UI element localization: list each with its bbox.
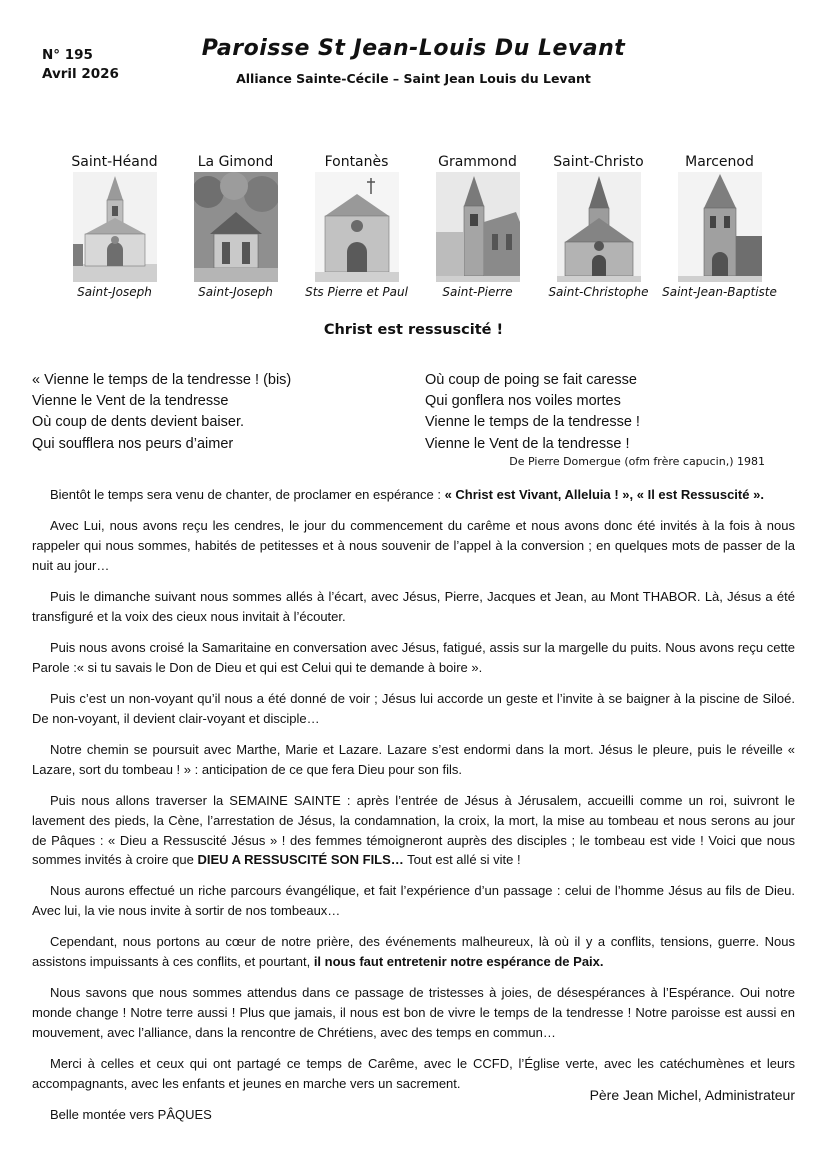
paragraph: Bientôt le temps sera venu de chanter, de proclamer en espérance : « Christ est Vivant, Alleluia ! », « Il est Ressuscité ». [50,487,764,502]
church-photo [436,172,520,282]
poem-right-column [425,370,640,455]
church-photo [194,172,278,282]
church-dedication: Saint-Pierre [442,285,513,299]
church-dedication: Saint-Jean-Baptiste [662,285,777,299]
poem-credit: De Pierre Domergue (ofm frère capucin,) 1981 [509,455,765,468]
church-place: Grammond [438,154,517,170]
church-card [296,152,417,299]
page-subtitle: Alliance Sainte-Cécile – Saint Jean Louis du Levant [236,71,591,86]
paragraph: Notre chemin se poursuit avec Marthe, Marie et Lazare. Lazare s’est endormi dans la mort. Jésus le pleure, puis le réveille « Lazare, sort du tombeau ! » : anticipation de ce que fera Dieu pour son fils. [32,741,795,777]
poem-line: Vienne le Vent de la tendresse ! [425,435,630,452]
church-place: Saint-Héand [71,154,158,170]
church-card [417,152,538,299]
church-dedication: Saint-Joseph [77,285,152,299]
church-card [659,152,780,299]
paragraph: Cependant, nous portons au cœur de notre prière, des événements malheureux, là où il y a conflits, tensions, guerre. Nous assistons impuissants à ces conflits, et pourtant, il nous faut entretenir notre espérance de Paix. [32,934,795,970]
church-card [54,152,175,299]
paragraph: Belle montée vers PÂQUES [50,1107,212,1123]
paragraph: Nous aurons effectué un riche parcours évangélique, et fait l’expérience d’un passage : celui de l’homme Jésus au fils de Dieu. Avec lui, la vie nous invite à sortir de nos tombeaux… [32,883,795,919]
church-card [175,152,296,299]
article-body [32,485,795,1136]
church-place: Marcenod [685,154,754,170]
poem-line: Vienne le Vent de la tendresse [32,393,229,410]
paragraph: Merci à celles et ceux qui ont partagé ce temps de Carême, avec le CCFD, l’Église verte, avec les catéchumènes et leurs accompagnants, avec les enfants et jeunes en marche vers un sacrement. [32,1056,795,1092]
church-photo [557,172,641,282]
church-place: Saint-Christo [553,154,644,170]
poem-line: Où coup de poing se fait caresse [425,372,637,388]
poem-line: Qui soufflera nos peurs d’aimer [32,435,234,452]
issue-date: Avril 2026 [42,66,119,82]
church-gallery [54,152,780,299]
poem-line: Qui gonflera nos voiles mortes [425,393,621,410]
paragraph: Nous savons que nous sommes attendus dans ce passage de tristesses à joies, de désespérances à l’Espérance. Oui notre monde change ! Notre terre aussi ! Plus que jamais, il nous est bon de vivre le temps de la tendresse ! Notre paroisse est aussi en mouvement, avec l’alliance, dans la rencontre de Chrétiens, avec des temps en commun… [32,985,795,1041]
church-dedication: Sts Pierre et Paul [305,285,408,299]
poem-line: « Vienne le temps de la tendresse ! (bis) [32,372,292,388]
signature: Père Jean Michel, Administrateur [589,1087,795,1103]
church-dedication: Saint-Joseph [198,285,273,299]
poem-line: Où coup de dents devient baiser. [32,414,245,431]
church-photo [678,172,762,282]
church-dedication: Saint-Christophe [548,285,649,299]
poem-line: Vienne le temps de la tendresse ! [425,414,640,431]
paragraph: Avec Lui, nous avons reçu les cendres, le jour du commencement du carême et nous avons donc été invités à la fois à nous rappeler qui nous sommes, habités de petitesses et à nous souvenir de l’appel à la conversion ; en quelques mots de passer de la nuit au jour… [32,518,795,573]
poem-left-column [32,370,291,455]
section-heading: Christ est ressuscité ! [323,322,504,338]
church-photo [315,172,399,282]
issue-number: N° 195 [42,47,93,63]
church-photo [73,172,157,282]
church-place: La Gimond [197,154,274,170]
page-title: Paroisse St Jean-Louis Du Levant [201,36,626,61]
church-place: Fontanès [324,154,389,170]
church-card [538,152,659,299]
paragraph: Puis le dimanche suivant nous sommes allés à l’écart, avec Jésus, Pierre, Jacques et Jean, au Mont THABOR. Là, Jésus a été transfiguré et la voix des cieux nous invitait à l’écouter. [32,588,795,624]
paragraph: Puis nous avons croisé la Samaritaine en conversation avec Jésus, fatigué, assis sur la margelle du puits. Nous avons reçu cette Parole :« si tu savais le Don de Dieu et qui est Celui qui te demande à boire ». [32,639,795,675]
paragraph: Puis c’est un non-voyant qu’il nous a été donné de voir ; Jésus lui accorde un geste et l’invite à se baigner à la piscine de Siloé. De non-voyant, il devient clair-voyant et disciple… [32,690,795,726]
paragraph: Puis nous allons traverser la SEMAINE SAINTE : après l’entrée de Jésus à Jérusalem, accueilli comme un roi, suivront le lavement des pieds, la Cène, l’arrestation de Jésus, la condamnation, la croix, la mort, la mise au tombeau et nous serons au jour de Pâques : « Dieu a Ressuscité Jésus » ! des femmes témoigneront auprès des disciples ; le tombeau est vide ! Voici que nous sommes invités à croire que DIEU A RESSUSCITÉ SON FILS… Tout est allé si vite ! [32,792,795,868]
